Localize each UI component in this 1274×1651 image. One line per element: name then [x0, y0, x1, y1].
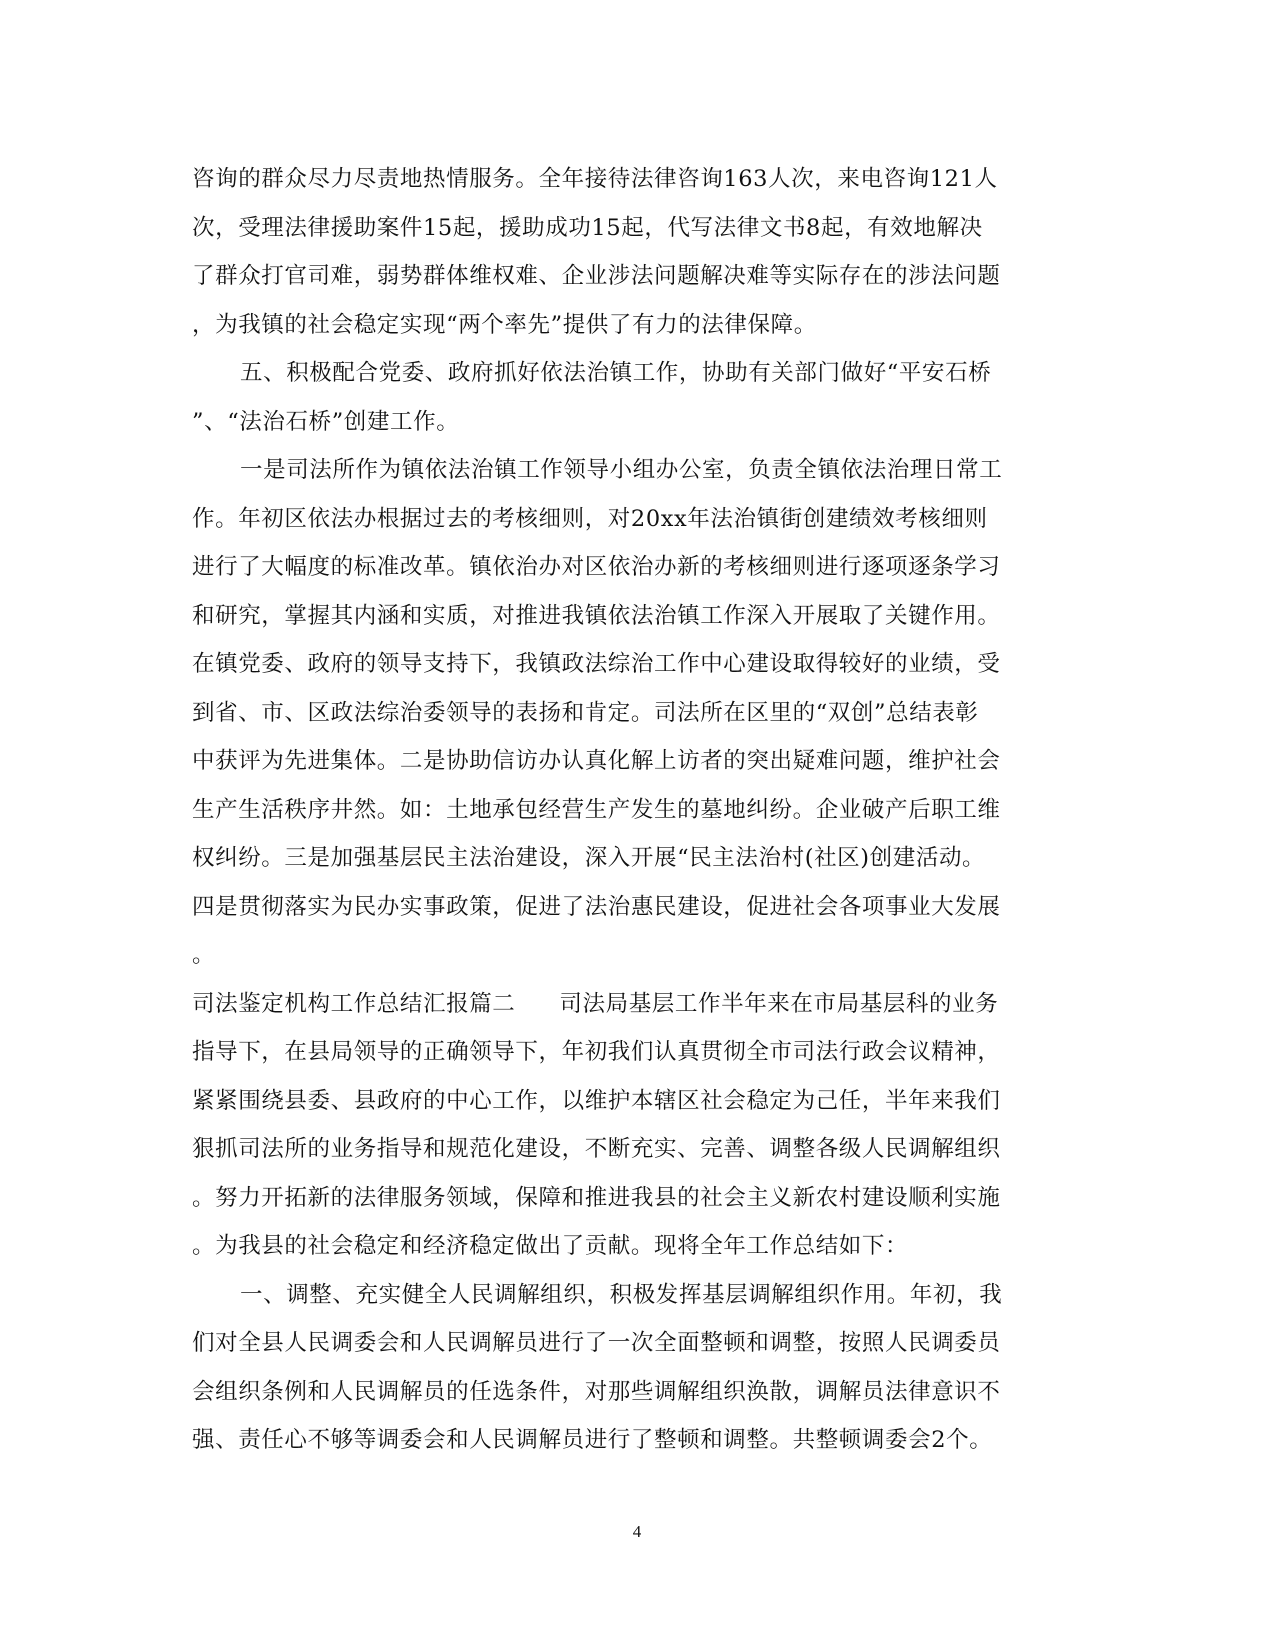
text-line: 在镇党委、政府的领导支持下，我镇政法综治工作中心建设取得较好的业绩，受 [192, 651, 1001, 677]
text-line: 作。年初区依法办根据过去的考核细则，对20xx年法治镇街创建绩效考核细则 [192, 505, 988, 532]
text-line: 一、调整、充实健全人民调解组织，积极发挥基层调解组织作用。年初，我 [240, 1281, 1003, 1308]
text-line: 生产生活秩序井然。如：土地承包经营生产发生的墓地纠纷。企业破产后职工维 [192, 796, 1001, 823]
text-line: 。努力开拓新的法律服务领域，保障和推进我县的社会主义新农村建设顺利实施 [192, 1184, 1001, 1211]
text-line: 咨询的群众尽力尽责地热情服务。全年接待法律咨询163人次，来电咨询121人 [192, 166, 998, 192]
text-line: 权纠纷。三是加强基层民主法治建设，深入开展“民主法治村(社区)创建活动。 [192, 845, 986, 871]
text-line: ，为我镇的社会稳定实现“两个率先”提供了有力的法律保障。 [192, 311, 817, 338]
page-number: 4 [632, 1522, 642, 1541]
text-line: 进行了大幅度的标准改革。镇依治办对区依治办新的考核细则进行逐项逐条学习 [192, 554, 1001, 580]
text-line: 了群众打官司难，弱势群体维权难、企业涉法问题解决难等实际存在的涉法问题 [192, 263, 1001, 289]
text-line: 一是司法所作为镇依法治镇工作领导小组办公室，负责全镇依法治理日常工 [240, 457, 1003, 483]
text-line: 次，受理法律援助案件15起，援助成功15起，代写法律文书8起，有效地解决 [192, 214, 983, 241]
text-line: 们对全县人民调委会和人民调解员进行了一次全面整顿和调整，按照人民调委员 [192, 1330, 1001, 1356]
text-line: 。 [192, 942, 216, 968]
section-heading-line [192, 980, 1072, 1029]
text-line: 强、责任心不够等调委会和人民调解员进行了整顿和调整。共整顿调委会2个。 [192, 1427, 993, 1453]
text-line: 四是贯彻落实为民办实事政策，促进了法治惠民建设，促进社会各项事业大发展 [192, 893, 1001, 920]
text-line: 会组织条例和人民调解员的任选条件，对那些调解组织涣散，调解员法律意识不 [192, 1378, 1001, 1405]
text-line: 紧紧围绕县委、县政府的中心工作，以维护本辖区社会稳定为己任，半年来我们 [192, 1087, 1001, 1114]
text-line: 指导下，在县局领导的正确领导下，年初我们认真贯彻全市司法行政会议精神， [192, 1039, 1001, 1065]
text-line: 。为我县的社会稳定和经济稳定做出了贡献。现将全年工作总结如下： [192, 1233, 909, 1259]
document-body [192, 155, 1072, 1465]
text-line: 和研究，掌握其内涵和实质，对推进我镇依法治镇工作深入开展取了关键作用。 [192, 602, 1001, 629]
text-line: 到省、市、区政法综治委领导的表扬和肯定。司法所在区里的“双创”总结表彰 [192, 699, 979, 726]
text-line: 五、积极配合党委、政府抓好依法治镇工作，协助有关部门做好“平安石桥 [240, 360, 992, 386]
text-line: 中获评为先进集体。二是协助信访办认真化解上访者的突出疑难问题，维护社会 [192, 748, 1001, 774]
section-heading-continuation: 司法局基层工作半年来在市局基层科的业务 [559, 990, 999, 1017]
text-line: ”、“法治石桥”创建工作。 [192, 408, 460, 435]
text-line: 狠抓司法所的业务指导和规范化建设，不断充实、完善、调整各级人民调解组织 [192, 1136, 1001, 1162]
paragraph-block [192, 155, 1072, 980]
section-heading-title: 司法鉴定机构工作总结汇报篇二 [192, 990, 516, 1017]
paragraph-block [192, 1028, 1072, 1465]
